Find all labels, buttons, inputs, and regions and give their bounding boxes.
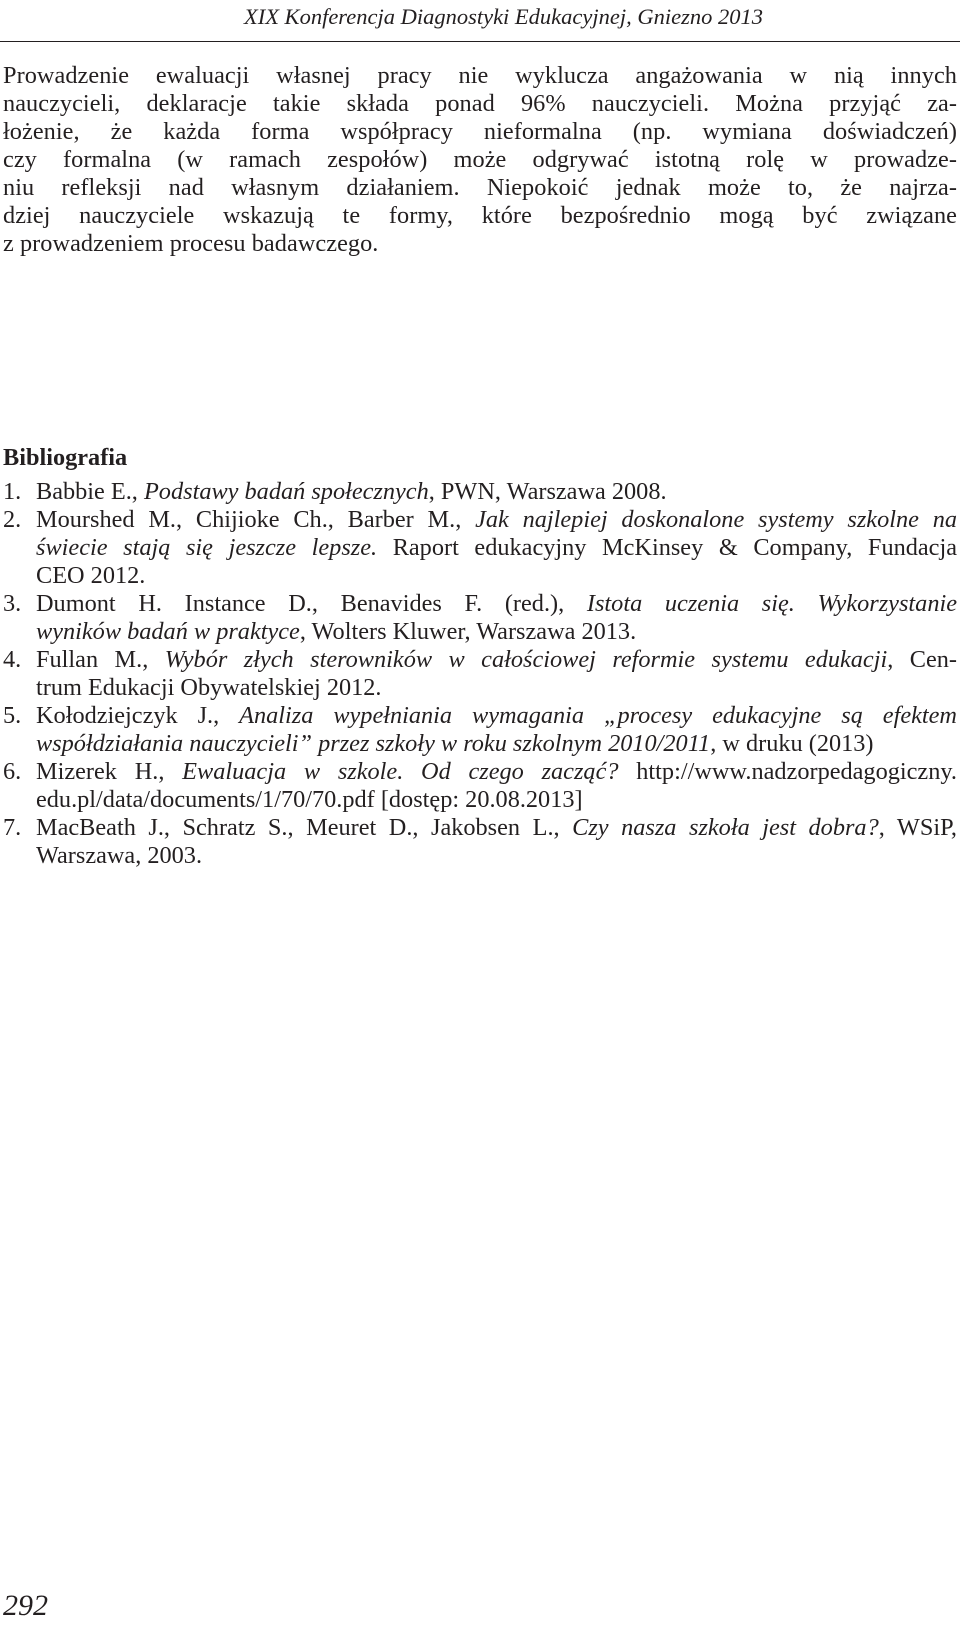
entry-title-text: Jak najlepiej doskonalone systemy szkolne na <box>475 506 957 533</box>
entry-number: 7. <box>3 814 22 841</box>
body-line: z prowadzeniem procesu badawczego. <box>3 230 379 257</box>
body-paragraph <box>3 62 957 258</box>
entry-text: http://www.nadzorpedagogiczny. <box>618 758 957 785</box>
entry-text: Dumont H. Instance D., Benavides F. (red.), <box>36 590 587 617</box>
entry-line <box>36 786 957 814</box>
entry-line <box>36 590 957 618</box>
entry-line <box>36 506 957 534</box>
bibliography-entry <box>3 506 957 590</box>
entry-line <box>36 674 957 702</box>
entry-text: Mourshed M., Chijioke Ch., Barber M., <box>36 506 476 533</box>
bibliography-list <box>3 478 957 870</box>
bibliography-entry <box>3 590 957 646</box>
entry-line <box>36 842 957 870</box>
entry-number: 4. <box>3 646 22 673</box>
entry-title-text: Analiza wypełniania wymagania „procesy edukacyjne są efektem <box>239 702 957 729</box>
entry-title-text: świecie stają się jeszcze lepsze. <box>36 534 378 561</box>
entry-text: , Cen- <box>887 646 957 673</box>
entry-text: , Wolters Kluwer, Warszawa 2013. <box>299 618 637 645</box>
entry-text: CEO 2012. <box>36 562 146 589</box>
entry-text: Mizerek H., <box>36 758 183 785</box>
entry-line <box>36 618 957 646</box>
entry-title-text: Istota uczenia się. Wykorzystanie <box>586 590 957 617</box>
entry-text: Fullan M., <box>36 646 165 673</box>
entry-line <box>36 646 957 674</box>
entry-number: 5. <box>3 702 22 729</box>
bibliography-entry <box>3 814 957 870</box>
entry-title-text: Podstawy badań społecznych <box>143 478 429 505</box>
entry-line <box>36 534 957 562</box>
entry-text: , WSiP, <box>878 814 957 841</box>
body-line: czy formalna (w ramach zespołów) może odgrywać istotną rolę w prowadze- <box>3 146 957 173</box>
entry-text: Raport edukacyjny McKinsey & Company, Fundacja <box>377 534 957 561</box>
header-divider <box>0 41 960 42</box>
entry-number: 6. <box>3 758 22 785</box>
page-number: 292 <box>3 1589 48 1622</box>
entry-text: edu.pl/data/documents/1/70/70.pdf [dostęp: 20.08.2013] <box>36 786 583 813</box>
entry-text: MacBeath J., Schratz S., Meuret D., Jakobsen L., <box>36 814 573 841</box>
entry-line <box>36 702 957 730</box>
bibliography-entry <box>3 646 957 702</box>
body-line: Prowadzenie ewaluacji własnej pracy nie wyklucza angażowania w nią innych <box>3 62 957 89</box>
entry-text: Kołodziejczyk J., <box>36 702 240 729</box>
bibliography-entry <box>3 478 957 506</box>
body-line: niu refleksji nad własnym działaniem. Niepokoić jednak może to, że najrza- <box>3 174 957 201</box>
entry-line <box>36 814 957 842</box>
entry-line <box>36 730 957 758</box>
entry-text: trum Edukacji Obywatelskiej 2012. <box>36 674 382 701</box>
entry-number: 3. <box>3 590 22 617</box>
bibliography-heading: Bibliografia <box>3 444 128 471</box>
entry-number: 2. <box>3 506 22 533</box>
body-line: dziej nauczyciele wskazują te formy, które bezpośrednio mogą być związane <box>3 202 957 229</box>
entry-title-text: Czy nasza szkoła jest dobra? <box>572 814 879 841</box>
running-header <box>0 0 960 43</box>
conference-title: XIX Konferencja Diagnostyki Edukacyjnej, Gniezno 2013 <box>243 4 763 29</box>
body-line: nauczycieli, deklaracje takie składa ponad 96% nauczycieli. Można przyjąć za- <box>3 90 957 117</box>
entry-line <box>36 758 957 786</box>
body-line: łożenie, że każda forma współpracy nieformalna (np. wymiana doświadczeń) <box>3 118 957 145</box>
entry-title-text: współdziałania nauczycieli” przez szkoły w roku szkolnym 2010/2011 <box>36 730 711 757</box>
entry-text: , w druku (2013) <box>710 730 874 757</box>
entry-title-text: wyników badań w praktyce <box>36 618 300 645</box>
entry-line <box>36 478 957 506</box>
entry-line <box>36 562 957 590</box>
entry-number: 1. <box>3 478 22 505</box>
entry-title-text: Wybór złych sterowników w całościowej reformie systemu edukacji <box>164 646 888 673</box>
bibliography-entry <box>3 758 957 814</box>
bibliography-entry <box>3 702 957 758</box>
entry-text: , PWN, Warszawa 2008. <box>428 478 667 505</box>
entry-text: Warszawa, 2003. <box>36 842 203 869</box>
entry-title-text: Ewaluacja w szkole. Od czego zacząć? <box>182 758 619 785</box>
entry-text: Babbie E., <box>36 478 144 505</box>
